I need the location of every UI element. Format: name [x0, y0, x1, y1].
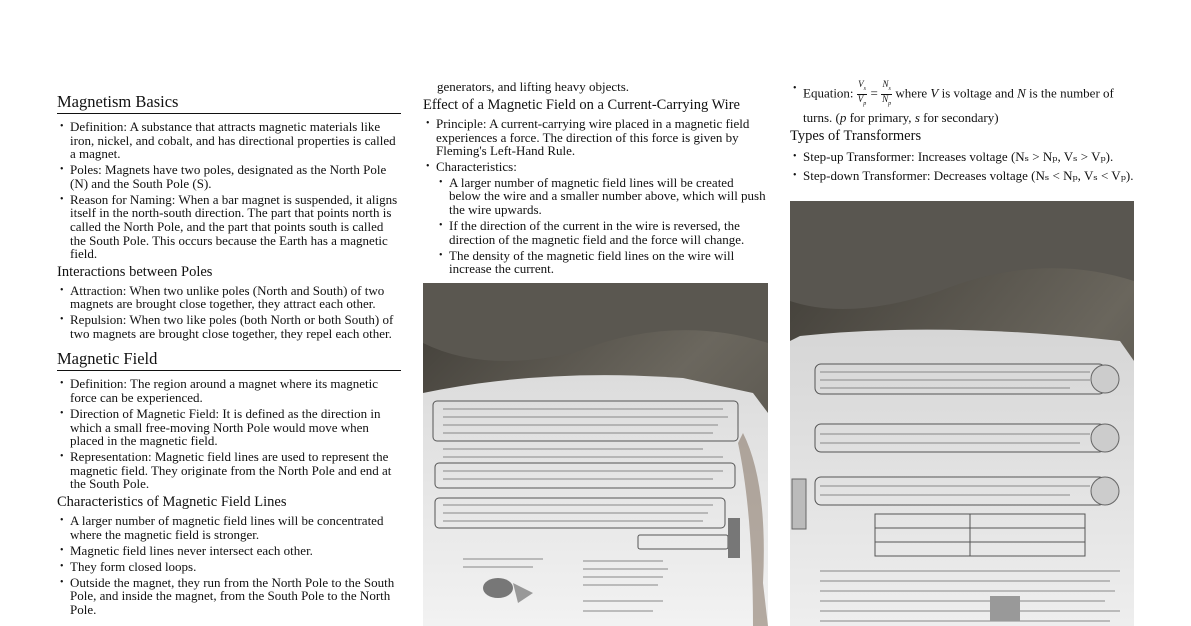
list-item: • Poles: Magnets have two poles, designated as the North Pole (N) and the South Pole (S).	[57, 163, 401, 190]
section-title-magnetic-field: Magnetic Field	[57, 349, 401, 371]
column-magnetism-basics	[57, 92, 401, 619]
interactions-list	[57, 284, 401, 341]
list-item: • Outside the magnet, they run from the North Pole to the South Pole, and inside the magnet, from the South Pole to the North Pole.	[57, 576, 401, 617]
list-item: • Step-up Transformer: Increases voltage (Nₛ > Nₚ, Vₛ > Vₚ).	[790, 148, 1134, 165]
list-item: • Definition: A substance that attracts magnetic materials like iron, nickel, and cobalt, and has directional properties is called a magnet.	[57, 120, 401, 161]
section-title-magnetism-basics: Magnetism Basics	[57, 92, 401, 114]
list-item: • Magnetic field lines never intersect each other.	[57, 544, 401, 558]
list-item: • Reason for Naming: When a bar magnet is suspended, it aligns itself in the north-south direction. The part that points north is called the North Pole, and the part that points south is called the South Pole. This occurs because the Earth has a magnetic field.	[57, 193, 401, 261]
characteristics-list	[436, 176, 768, 276]
subsection-title-field-lines: Characteristics of Magnetic Field Lines	[57, 494, 287, 511]
list-item: • Attraction: When two unlike poles (North and South) of two magnets are brought close together, they attract each other.	[57, 284, 401, 311]
equation-list	[790, 80, 1134, 126]
continuation-text: generators, and lifting heavy objects.	[437, 79, 630, 94]
list-item: • Principle: A current-carrying wire placed in a magnetic field experiences a force. The direction of this force is given by Fleming's Left-Hand Rule.	[423, 117, 768, 158]
transformer-types-list	[790, 148, 1134, 184]
subsection-title-interactions: Interactions between Poles	[57, 263, 213, 280]
characteristics-label: Characteristics:	[436, 159, 517, 175]
column-current-wire	[423, 80, 768, 278]
list-item: • A larger number of magnetic field lines will be concentrated where the magnetic field is stronger.	[57, 514, 401, 541]
current-wire-list	[423, 117, 768, 276]
subsection-title-transformer-types: Types of Transformers	[790, 127, 922, 144]
list-item: • Repulsion: When two like poles (both North or both South) of two magnets are brought close together, they repel each other.	[57, 313, 401, 340]
field-list	[57, 377, 401, 491]
equation-item: • Equation: $\frac{V_s}{V_p}$ = $\frac{N_s}{N_p}$ where V is voltage and N is the number of turns. (p for primary, s for secondary)	[790, 80, 1134, 126]
photo-illustration	[423, 283, 768, 626]
photo-illustration	[790, 201, 1134, 626]
list-item: • Definition: The region around a magnet where its magnetic force can be experienced.	[57, 377, 401, 404]
list-item: • Direction of Magnetic Field: It is defined as the direction in which a small free-moving North Pole would move when placed in the magnetic field.	[57, 407, 401, 448]
textbook-page-photo-left	[423, 283, 768, 626]
voltage-ratio: $\frac{V_s}{V_p}$	[857, 79, 867, 107]
list-item: • A larger number of magnetic field lines will be created below the wire and a smaller number above, which will push the wire upwards.	[436, 176, 768, 217]
basics-list	[57, 120, 401, 261]
list-item: • Step-down Transformer: Decreases voltage (Nₛ < Nₚ, Vₛ < Vₚ).	[790, 167, 1134, 184]
list-item-characteristics	[423, 160, 768, 276]
field-lines-list	[57, 514, 401, 616]
list-item: • If the direction of the current in the wire is reversed, the direction of the magnetic field and the force will change.	[436, 219, 768, 246]
list-item: • Representation: Magnetic field lines are used to represent the magnetic field. They originate from the North Pole and end at the South Pole.	[57, 450, 401, 491]
textbook-page-photo-right	[790, 201, 1134, 626]
list-item: • The density of the magnetic field lines on the wire will increase the current.	[436, 249, 768, 276]
column-transformers	[790, 80, 1134, 187]
turns-ratio: $\frac{N_s}{N_p}$	[882, 79, 892, 107]
subsection-title-current-wire: Effect of a Magnetic Field on a Current-Carrying Wire	[423, 97, 740, 113]
list-item: • They form closed loops.	[57, 560, 401, 574]
